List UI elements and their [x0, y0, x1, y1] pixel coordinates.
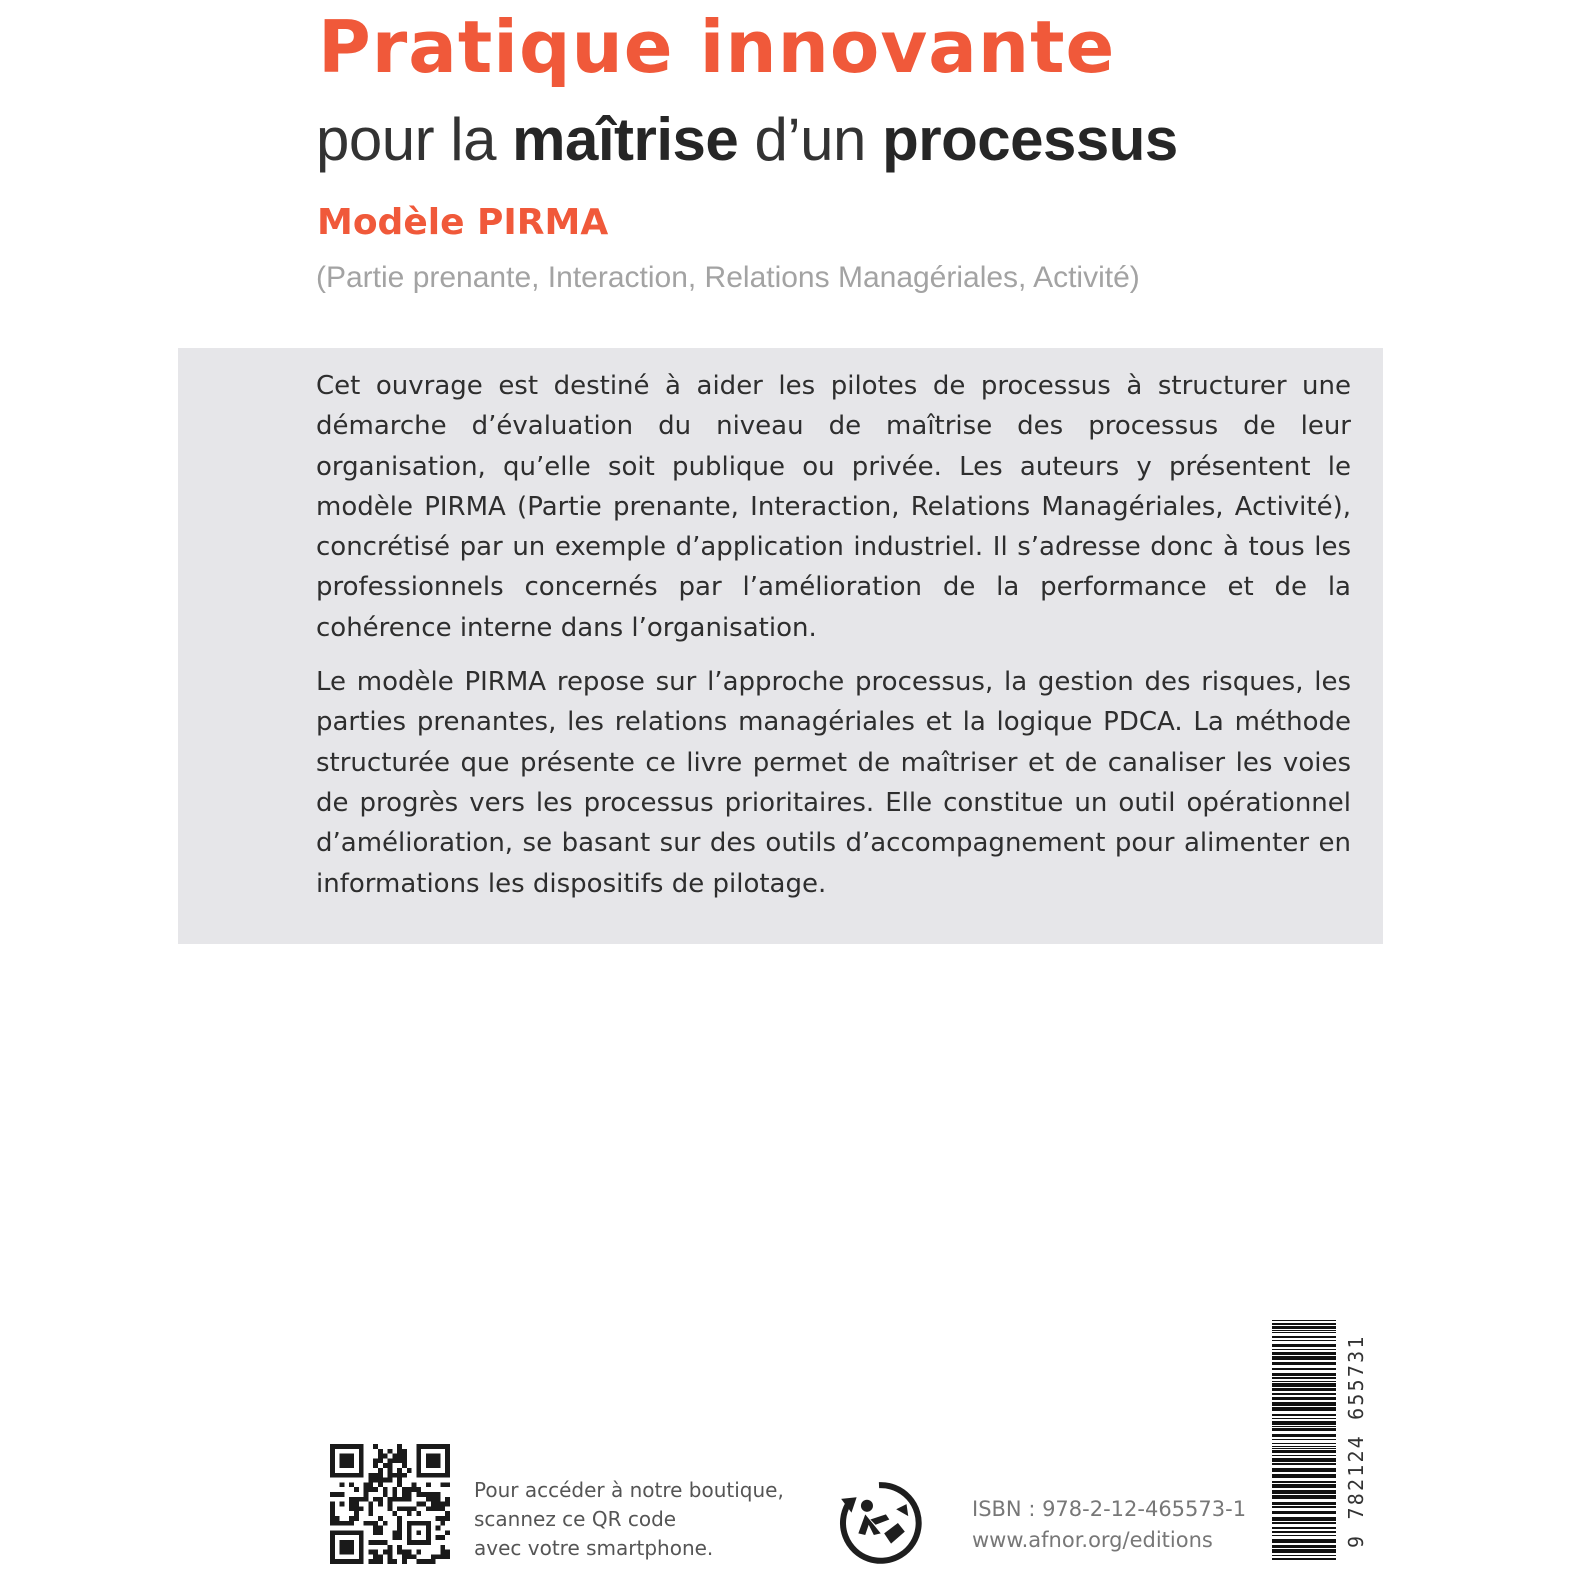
qr-instructions	[474, 1476, 814, 1563]
summary-paragraph: Le modèle PIRMA repose sur l’approche processus, la gestion des risques, les parties prenantes, les relations managériales et la logique PDCA. La méthode structurée que présente ce livre permet de maîtriser et de canaliser les voies de progrès vers les processus prioritaires. Elle constitue un outil opérationnel d’amélioration, se basant sur des outils d’accompagnement pour alimenter en informations les dispositifs de pilotage.	[316, 667, 1351, 899]
publisher-website: www.afnor.org/editions	[972, 1528, 1213, 1552]
recycling-logo-icon	[836, 1480, 922, 1566]
subtitle-part-1: pour la	[316, 106, 513, 173]
qr-instruction-line: scannez ce QR code	[474, 1507, 677, 1531]
summary-panel	[178, 348, 1383, 944]
qr-code-icon	[330, 1444, 450, 1564]
summary-paragraph: Cet ouvrage est destiné à aider les pilotes de processus à structurer une démarche d’évaluation du niveau de maîtrise des processus de leur organisation, qu’elle soit publique ou privée. Les auteurs y présentent le modèle PIRMA (Partie prenante, Interaction, Relations Managériales, Activité), concrétisé par un exemple d’application industriel. Il s’adresse donc à tous les professionnels concernés par l’amélioration de la performance et de la cohérence interne dans l’organisation.	[316, 371, 1351, 643]
book-title: Pratique innovante	[318, 5, 1116, 89]
isbn-label: ISBN : 978-2-12-465573-1	[972, 1497, 1247, 1521]
qr-instruction-line: avec votre smartphone.	[474, 1536, 714, 1560]
barcode-number: 9 782124 655731	[1344, 1334, 1368, 1548]
model-name: Modèle PIRMA	[317, 202, 609, 243]
subtitle-part-4: processus	[882, 106, 1178, 173]
model-expansion: (Partie prenante, Interaction, Relations Managériales, Activité)	[316, 261, 1140, 294]
subtitle-part-2: maîtrise	[512, 106, 739, 173]
subtitle-part-3: d’un	[738, 106, 883, 173]
qr-instruction-line: Pour accéder à notre boutique,	[474, 1478, 784, 1502]
book-subtitle	[316, 102, 1178, 178]
